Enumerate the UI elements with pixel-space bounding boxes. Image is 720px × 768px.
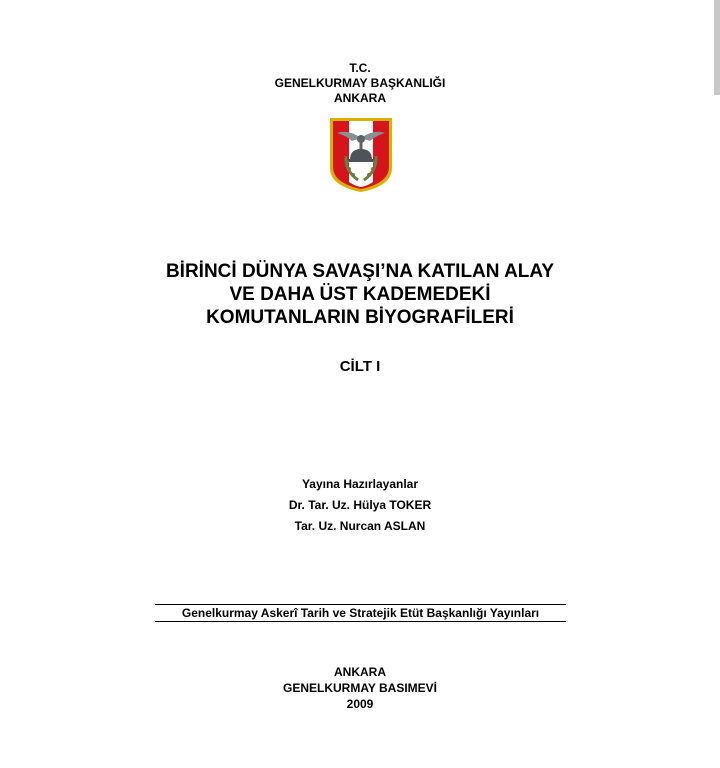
series-rule-top [155,604,566,605]
editor-name-1: Dr. Tar. Uz. Hülya TOKER [288,498,432,512]
header-country: T.C. [349,61,371,75]
title-line-1: BİRİNCİ DÜNYA SAVAŞI’NA KATILAN ALAY [165,261,555,282]
series-title: Genelkurmay Askerî Tarih ve Stratejik Etüt Başkanlığı Yayınları [181,606,540,620]
series-rule-bottom [155,621,566,622]
volume-label: CİLT I [339,358,381,375]
editors-heading: Yayına Hazırlayanlar [301,477,419,491]
title-line-3: KOMUTANLARIN BİYOGRAFİLERİ [206,307,514,328]
imprint-block [0,664,720,712]
header-institution: GENELKURMAY BAŞKANLIĞI [274,76,446,90]
imprint-publisher: GENELKURMAY BASIMEVİ [282,681,438,695]
header-city: ANKARA [334,91,386,105]
imprint-year: 2009 [346,697,374,711]
title-line-2: VE DAHA ÜST KADEMEDEKİ [229,284,491,305]
general-staff-emblem-icon [328,116,394,194]
institution-header [0,61,720,106]
editors-block [0,474,720,537]
book-title [0,260,720,329]
imprint-city: ANKARA [334,665,386,679]
editor-name-2: Tar. Uz. Nurcan ASLAN [294,519,426,533]
